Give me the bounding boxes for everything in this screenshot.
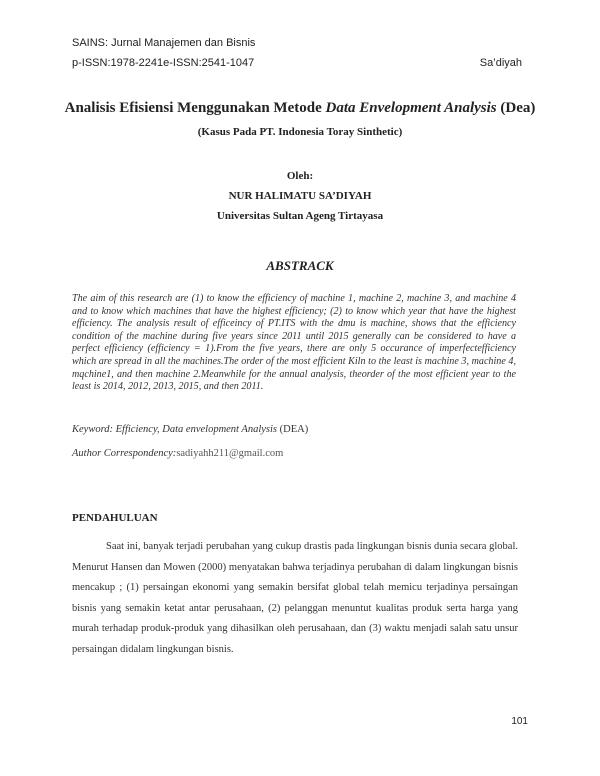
keywords-line [72,424,308,435]
correspondence-label: Author Correspondency: [72,448,177,459]
keywords-abbr: (DEA) [279,424,309,435]
correspondence-line [72,448,283,459]
running-author: Sa’diyah [479,57,522,69]
abstract-text: The aim of this research are (1) to know the efficiency of machine 1, machine 2, machine 3, and machine 4 and to know which machines that have the highest efficiency; (2) to know which year that have the highest efficiency. The analysis result of efficeincy of PT.ITS with the dmu is machine, shows that the efficiency condition of the machine during five years since 2011 until 2015 generally can be considered to have a perfect efficiency (efficiency = 1).From the five years, there are only 5 occurance of imperfectefficiency which are spread in all the machines.The order of the most efficient Kiln to the least is machine 3, machine 4, mqchine1, and then machine 2.Meanwhile for the annual analysis, theorder of the most efficient year to the least is 2014, 2012, 2013, 2015, and then 2011. [72,293,516,393]
issn-line: p-ISSN:1978-2241e-ISSN:2541-1047 [72,57,255,69]
author-email: sadiyahh211@gmail.com [176,448,284,459]
title-part2: (Dea) [496,100,536,116]
title-part1: Analisis Efisiensi Menggunakan Metode [64,100,326,116]
keywords-label: Keyword: Efficiency, Data envelopment Analysis [72,424,280,435]
paper-subtitle: (Kasus Pada PT. Indonesia Toray Sinthetic) [197,126,403,138]
section-paragraph: Saat ini, banyak terjadi perubahan yang cukup drastis pada lingkungan bisnis dunia secara global. Menurut Hansen dan Mowen (2000) menyatakan bahwa terjadinya perubahan di dalam lingkungan bisnis mencakup ; (1) persaingan ekonomi yang semakin bersifat global telah memicu terjadinya persaingan bisnis yang semakin ketat antar perusahaan, (2) pelanggan menuntut kualitas produk serta harga yang murah terhadap produk-produk yang dihasilkan oleh perusahaan, dan (3) waktu menjadi salah satu unsur persaingan didalam lingkungan bisnis. [72,541,518,655]
section-heading: PENDAHULUAN [72,512,158,524]
paper-title [0,100,600,117]
page-number: 101 [511,716,528,727]
abstract-heading: ABSTRACK [266,258,334,273]
title-italic: Data Envelopment Analysis [325,100,497,116]
author-affiliation: Universitas Sultan Ageng Tirtayasa [216,210,384,222]
byline-label: Oleh: [286,170,314,182]
journal-name: SAINS: Jurnal Manajemen dan Bisnis [72,37,256,49]
author-name: NUR HALIMATU SA’DIYAH [228,190,372,202]
